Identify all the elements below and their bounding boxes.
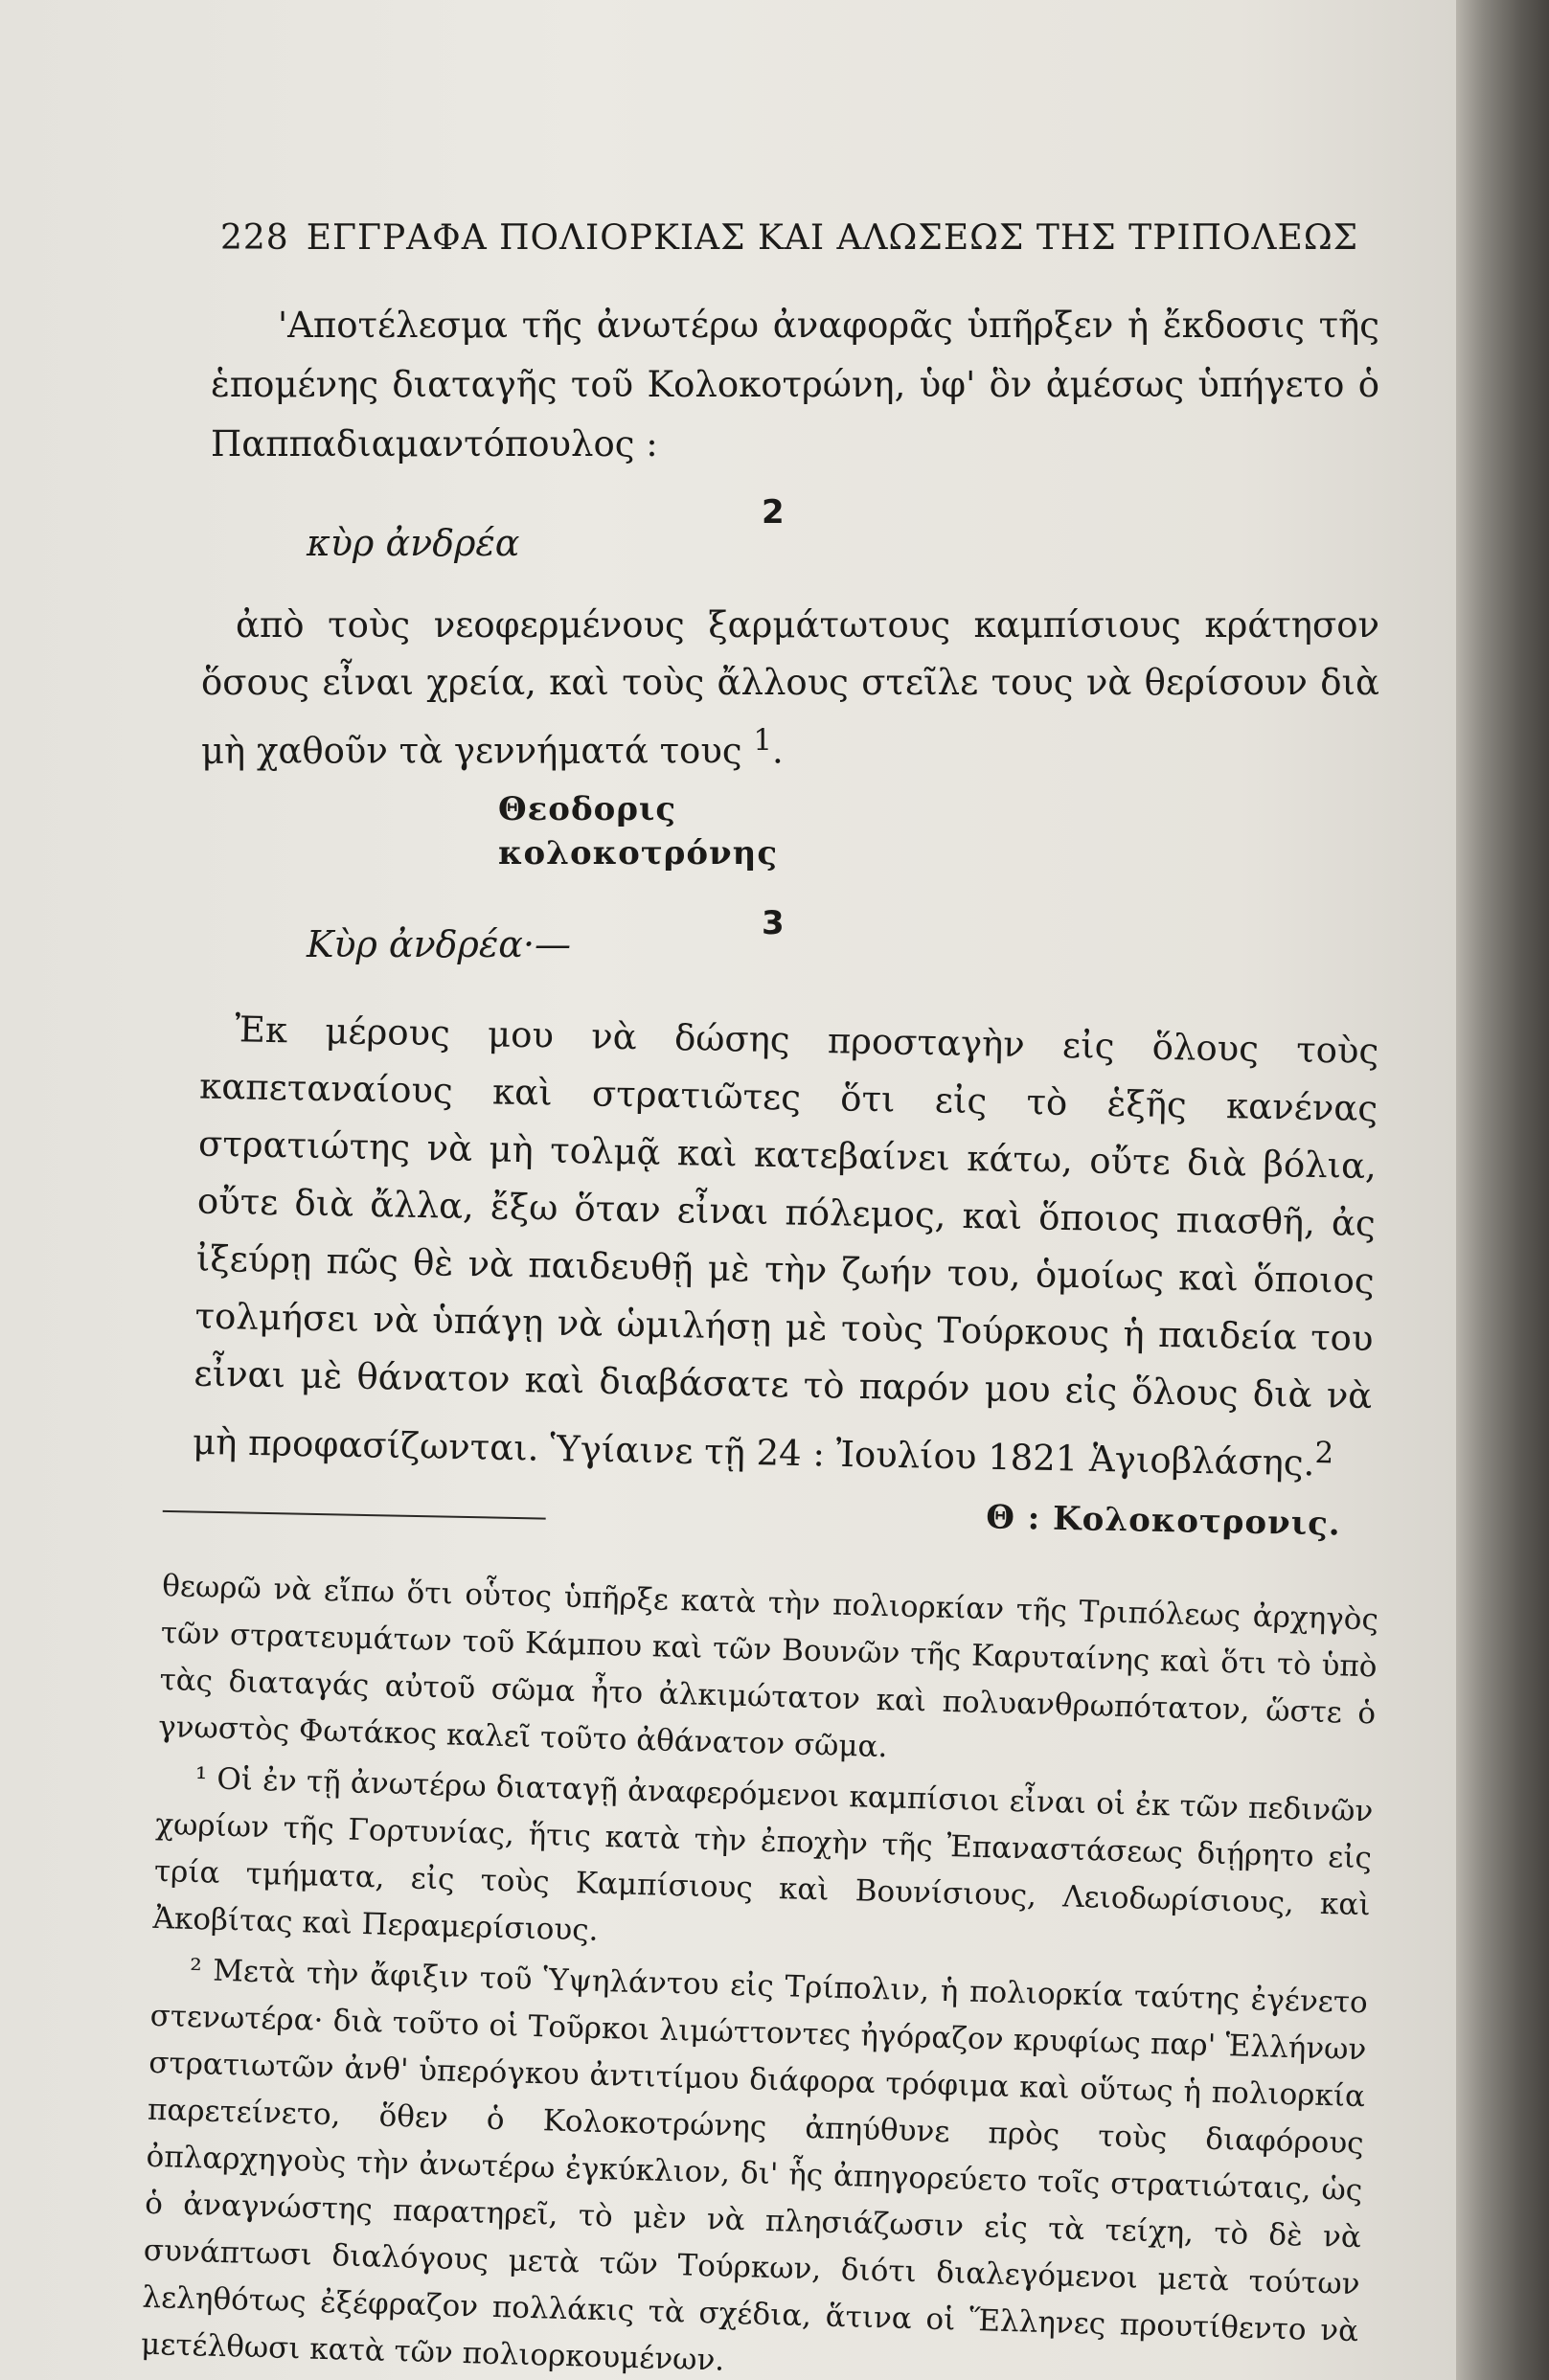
footnote-separator — [163, 1511, 546, 1521]
binding-shadow — [1456, 0, 1549, 2380]
document-3-text: Ἐκ μέρους μου νὰ δώσης προσταγὴν εἰς ὅλους τοὺς καπεταναίους καὶ στρατιῶτες ὅτι εἰς τὸ ἑξῆς κανένας στρατιώτης νὰ μὴ τολμᾷ καὶ κατεβαίνει κάτω, οὔτε διὰ βόλια, οὔτε διὰ ἄλλα, ἔξω ὅταν εἶναι πόλεμος, καὶ ὅποιος πιασθῆ, ἀς ἰξεύρῃ πῶς θὲ νὰ παιδευθῇ μὲ τὴν ζωήν του, ὁμοίως καὶ ὅποιος τολμήσει νὰ ὑπάγῃ νὰ ὡμιλήσῃ μὲ τοὺς Τούρκους ἡ παιδεία του εἶναι μὲ θάνατον καὶ διαβάσατε τὸ παρόν μου εἰς ὅλους διὰ νὰ μὴ προφασίζωνται. Ὑγίαινε τῇ 24 : Ἰουλίου 1821 Ἁγιοβλάσης. — [192, 1009, 1379, 1485]
footnote-1: ¹ Οἱ ἐν τῇ ἀνωτέρω διαταγῇ ἀναφερόμενοι καμπίσιοι εἶναι οἱ ἐκ τῶν πεδινῶν χωρίων τῆς Γορτυνίας, ἥτις κατὰ τὴν ἐποχὴν τῆς Ἐπαναστάσεως διῄρητο εἰς τρία τμήματα, εἰς τοὺς Καμπίσιους καὶ Βουνίσιους, Λειοδωρίσιους, καὶ Ἀκοβίτας καὶ Περαμερίσιους. — [152, 1760, 1374, 1948]
intro-paragraph: 'Αποτέλεσμα τῆς ἀνωτέρω ἀναφορᾶς ὑπῆρξεν ἡ ἔκδοσις τῆς ἑπομένης διαταγῆς τοῦ Κολοκοτρώνη, ὑφ' ὃν ἀμέσως ὑπήγετο ὁ Παππαδιαμαντόπουλος : — [211, 305, 1379, 465]
running-head — [220, 218, 1379, 258]
page-number: 228 — [220, 218, 289, 258]
document-3-salutation: Κὺρ ἀνδρέα·— — [307, 923, 572, 966]
document-3-header — [172, 904, 1379, 971]
document-3-signature: Θ : Κολοκοτρονις. — [985, 1499, 1342, 1545]
signature-surname: κολοκοτρόνης — [498, 834, 779, 873]
document-3-number: 3 — [762, 904, 785, 943]
footnotes — [141, 1563, 1379, 2380]
document-2-text: ἀπὸ τοὺς νεοφερμένους ξαρμάτωτους καμπίσιους κράτησον ὅσους εἶναι χρεία, καὶ τοὺς ἄλλους στεῖλε τους νὰ θερίσουν διὰ μὴ χαθοῦν τὰ γεννήματά τους — [201, 604, 1379, 772]
signature-first-name: Θεοδορις — [498, 790, 677, 829]
footnote-ref-1: 1 — [753, 723, 772, 758]
document-3-body — [193, 1001, 1379, 1494]
footnote-2: ² Μετὰ τὴν ἄφιξιν τοῦ Ὑψηλάντου εἰς Τρίπολιν, ἡ πολιορκία ταύτης ἐγένετο στενωτέρα· διὰ τοῦτο οἱ Τοῦρκοι λιμώττοντες ἠγόραζον κρυφίως παρ' Ἑλλήνων στρατιωτῶν ἀνθ' ὑπερόγκου ἀντιτίμου διάφορα τρόφιμα καὶ οὕτως ἡ πολιορκία παρετείνετο, ὅθεν ὁ Κολοκοτρώνης ἀπηύθυνε πρὸς τοὺς διαφόρους ὀπλαρχηγοὺς τὴν ἀνωτέρω ἐγκύκλιον, δι' ἧς ἀπηγορεύετο τοῖς στρατιώταις, ὡς ὁ ἀναγνώστης παρατηρεῖ, τὸ μὲν νὰ πλησιάζωσιν εἰς τὰ τείχη, τὸ δὲ νὰ συνάπτωσι διαλόγους μετὰ τῶν Τούρκων, διότι διαλεγόμενοι μετὰ τούτων λεληθότως ἐξέφραζον πολλάκις τὰ σχέδια, ἅτινα οἱ Ἕλληνες προυτίθεντο νὰ μετέλθωσι κατὰ τῶν πολιορκουμένων. — [140, 1952, 1369, 2378]
document-2-number: 2 — [762, 493, 785, 532]
footnote-continuation: θεωρῶ νὰ εἴπω ὅτι οὗτος ὑπῆρξε κατὰ τὴν πολιορκίαν τῆς Τριπόλεως ἀρχηγὸς τῶν στρατευμάτων τοῦ Κάμπου καὶ τῶν Βουνῶν τῆς Καρυταίνης καὶ ὅτι τὸ ὑπὸ τὰς διαταγάς αὐτοῦ σῶμα ἦτο ἀλκιμώτατον καὶ πολυανθρωπότατον, ὥστε ὁ γνωστὸς Φωτάκος καλεῖ τοῦτο ἀθάνατον σῶμα. — [157, 1568, 1379, 1764]
page-content — [140, 192, 1379, 2378]
document-3-block — [162, 1000, 1378, 1551]
document-2-body: ἀπὸ τοὺς νεοφερμένους ξαρμάτωτους καμπίσιους κράτησον ὅσους εἶναι χρεία, καὶ τοὺς ἄλλους στεῖλε τους νὰ θερίσουν διὰ μὴ χαθοῦν τὰ γεννήματά τους $^1$. — [201, 604, 1379, 772]
document-2-salutation: κὺρ ἀνδρέα — [307, 522, 520, 564]
document-2-header — [172, 493, 1379, 579]
footnote-ref-2: 2 — [1314, 1436, 1334, 1471]
running-title: ΕΓΓΡΑΦΑ ΠΟΛΙΟΡΚΙΑΣ ΚΑΙ ΑΛΩΣΕΩΣ ΤΗΣ ΤΡΙΠΟΛΕΩΣ — [306, 218, 1359, 258]
document-2-signature — [498, 787, 1379, 875]
